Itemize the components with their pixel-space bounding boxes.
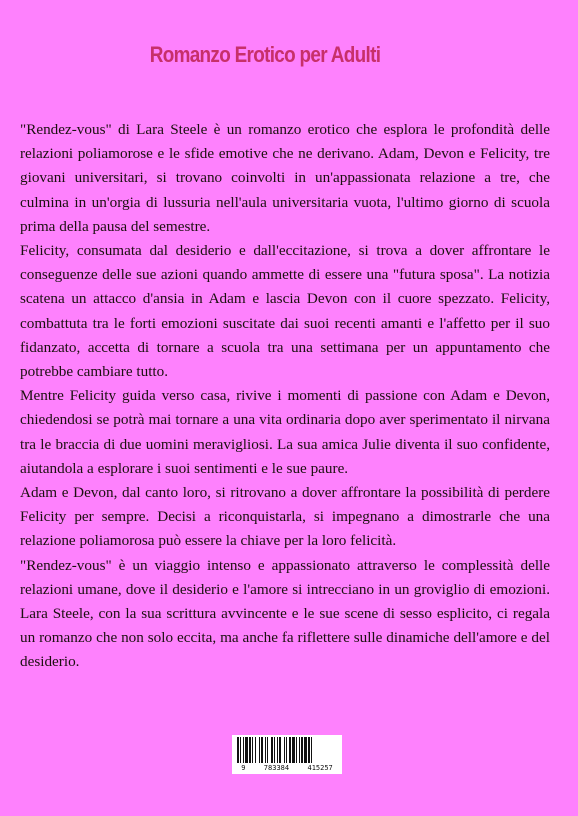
barcode-bar — [286, 737, 287, 763]
barcode-bar — [308, 737, 310, 763]
barcode-bars — [237, 737, 337, 763]
barcode-bar — [277, 737, 278, 763]
barcode-digit-group: 783384 — [263, 764, 290, 772]
barcode-bar — [271, 737, 273, 763]
paragraph: "Rendez-vous" è un viaggio intenso e appassionato attraverso le complessità delle relazioni umane, dove il desiderio e l'amore si intrecciano in un groviglio di emozioni. Lara Steele, con la sua scrittura avvincente e le sue scene di sesso esplicito, ci regala un romanzo che non solo eccita, ma anche fa riflettere sulle dinamiche dell'amore e del desiderio. — [20, 556, 550, 671]
barcode-digit-group: 9 — [241, 764, 246, 772]
barcode-bar — [252, 737, 253, 763]
barcode-bar — [284, 737, 285, 763]
barcode-bar — [301, 737, 303, 763]
barcode-bar — [304, 737, 307, 763]
barcode-bar — [292, 737, 295, 763]
barcode-bar — [274, 737, 275, 763]
barcode-bar — [245, 737, 248, 763]
barcode-bar — [255, 737, 256, 763]
barcode-bar — [265, 737, 266, 763]
barcode-bar — [311, 737, 312, 763]
barcode-bar — [261, 737, 263, 763]
barcode-bar — [249, 737, 251, 763]
barcode-bar — [259, 737, 260, 763]
barcode-digit-group: 415257 — [307, 764, 333, 772]
barcode-bar — [240, 737, 241, 763]
barcode-bar — [289, 737, 291, 763]
paragraph: Felicity, consumata dal desiderio e dall'eccitazione, si trova a dover affrontare le conseguenze delle sue azioni quando ammette di essere una "futura sposa". La notizia scatena un attacco d'ansia in Adam e lascia Devon con il cuore spezzato. Felicity, combattuta tra le forti emozioni suscitate dai suoi recenti amanti e l'affetto per il suo fidanzato, accetta di tornare a scuola tra una settimana per un appuntamento che potrebbe cambiare tutto. — [20, 242, 550, 381]
paragraph: "Rendez-vous" di Lara Steele è un romanzo erotico che esplora le profondità delle relazioni poliamorose e le sfide emotive che ne derivano. Adam, Devon e Felicity, tre giovani universitari, si trovano coinvolti in un'appassionata relazione a tre, che culmina in un'orgia di lussuria nell'aula universitaria vuota, l'ultimo giorno di scuola prima della pausa del semestre. — [20, 121, 550, 235]
paragraph: Mentre Felicity guida verso casa, rivive i momenti di passione con Adam e Devon, chiedendosi se potrà mai tornare a una vita ordinaria dopo aver sperimentato il nirvana tra le braccia di due uomini meravigliosi. La sua amica Julie diventa il suo confidente, aiutandola a esplorare i suoi sentimenti e le sue paure. — [20, 387, 550, 477]
synopsis-text — [20, 118, 550, 684]
barcode-bar — [296, 737, 297, 763]
barcode-bar — [267, 737, 268, 763]
cover-title: Romanzo Erotico per Adulti — [149, 42, 381, 67]
barcode-bar — [279, 737, 281, 763]
isbn-barcode — [232, 735, 342, 774]
barcode-bar — [237, 737, 239, 763]
barcode-digits — [232, 764, 342, 772]
barcode-bar — [299, 737, 300, 763]
paragraph: Adam e Devon, dal canto loro, si ritrovano a dover affrontare la possibilità di perdere Felicity per sempre. Decisi a riconquistarla, si impegnano a dimostrarle che una relazione poliamorosa può essere la chiave per la loro felicità. — [20, 484, 550, 550]
barcode-bar — [243, 737, 244, 763]
